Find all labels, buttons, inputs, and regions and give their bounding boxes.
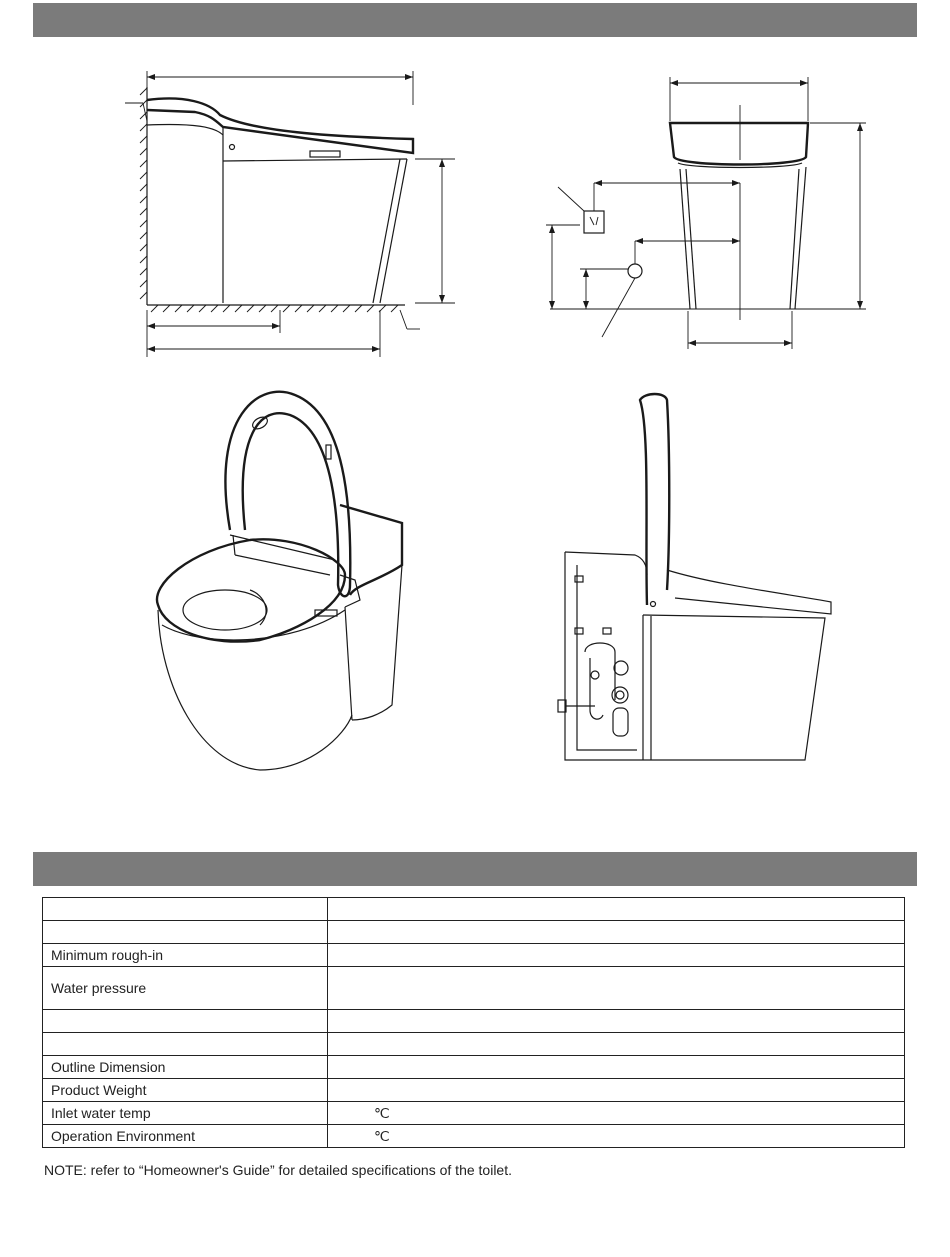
toilet-perspective-body <box>157 392 402 770</box>
spec-label: Minimum rough-in <box>43 944 328 967</box>
spec-label: Water pressure <box>43 967 328 1010</box>
dimension-lines <box>125 71 455 357</box>
spec-value <box>328 1079 905 1102</box>
toilet-cutaway-body <box>558 394 831 760</box>
supply-connections <box>558 187 642 337</box>
side-elevation-drawing <box>115 65 475 365</box>
spec-label: Product Weight <box>43 1079 328 1102</box>
table-row <box>43 1033 905 1056</box>
table-row <box>43 1079 905 1102</box>
table-row <box>43 1102 905 1125</box>
spec-label <box>43 898 328 921</box>
specifications-table <box>42 897 905 1148</box>
spec-value <box>328 1033 905 1056</box>
section-header-dimensions <box>33 3 917 37</box>
spec-label <box>43 1010 328 1033</box>
spec-value: ℃ <box>328 1102 905 1125</box>
perspective-drawing <box>140 385 420 780</box>
toilet-side-body <box>147 98 413 303</box>
spec-value <box>328 1010 905 1033</box>
table-row <box>43 898 905 921</box>
spec-label: Outline Dimension <box>43 1056 328 1079</box>
table-row <box>43 1125 905 1148</box>
table-row <box>43 944 905 967</box>
specifications-note: NOTE: refer to “Homeowner's Guide” for detailed specifications of the toilet. <box>44 1162 512 1178</box>
table-row <box>43 921 905 944</box>
table-row <box>43 1056 905 1079</box>
wall-hatch <box>140 87 147 305</box>
spec-label <box>43 921 328 944</box>
spec-label: Inlet water temp <box>43 1102 328 1125</box>
spec-label <box>43 1033 328 1056</box>
table-row <box>43 1010 905 1033</box>
spec-value <box>328 1056 905 1079</box>
spec-value <box>328 944 905 967</box>
spec-value <box>328 967 905 1010</box>
spec-value: ℃ <box>328 1125 905 1148</box>
table-row <box>43 967 905 1010</box>
cutaway-side-drawing <box>555 390 845 770</box>
floor-hatch <box>147 305 405 312</box>
toilet-front-body <box>670 105 808 309</box>
spec-value <box>328 898 905 921</box>
front-elevation-drawing <box>540 65 880 355</box>
spec-label: Operation Environment <box>43 1125 328 1148</box>
section-header-specifications <box>33 852 917 886</box>
front-dimension-lines <box>546 77 866 349</box>
spec-value <box>328 921 905 944</box>
